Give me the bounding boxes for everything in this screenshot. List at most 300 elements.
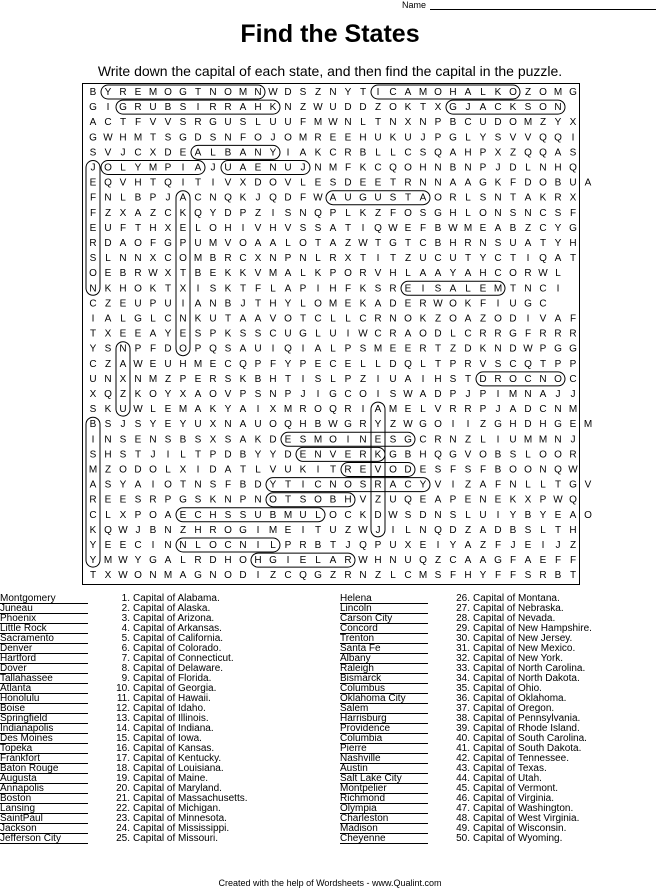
grid-letter: W [403,389,413,400]
answer-blank[interactable]: Concord [340,624,428,634]
grid-letter: C [344,389,352,400]
grid-letter: C [164,253,172,265]
grid-letter: Z [119,389,127,400]
grid-letter: O [344,479,352,491]
answer-blank[interactable]: Atlanta [0,684,88,694]
grid-letter: V [284,177,292,189]
grid-letter: U [389,494,397,506]
grid-letter: F [509,177,517,189]
grid-letter: G [404,434,412,446]
grid-letter: A [239,313,247,325]
answer-blank[interactable]: Sacramento [0,634,88,644]
grid-letter: K [224,268,232,280]
grid-letter: O [314,404,322,416]
answer-blank[interactable]: Albany [340,654,428,664]
grid-letter: K [539,192,547,204]
clue-number: 45. [456,783,470,794]
grid-letter: L [315,555,321,567]
grid-letter: Q [419,555,427,567]
grid-letter: A [239,343,247,355]
grid-letter: M [208,238,218,249]
grid-letter: Y [224,404,232,416]
grid-letter: U [509,298,517,310]
grid-letter: R [329,253,337,265]
grid-letter: Q [569,162,577,174]
grid-letter: F [134,117,142,129]
grid-letter: Q [374,222,382,234]
grid-letter: S [419,147,427,159]
grid-letter: A [479,102,487,114]
grid-letter: L [315,253,321,265]
grid-letter: Y [479,253,487,265]
grid-letter: W [523,343,533,355]
grid-letter: B [554,177,562,189]
grid-letter: S [569,147,577,159]
answer-blank[interactable]: Frankfort [0,754,88,764]
grid-letter: O [164,479,172,491]
grid-letter: T [314,524,322,536]
grid-letter: G [569,222,577,234]
answer-blank[interactable]: Salt Lake City [340,774,428,784]
clue-text: Capital of Washington. [473,803,574,814]
grid-letter: D [254,177,262,189]
grid-letter: N [524,283,532,295]
grid-letter: N [479,238,487,249]
grid-letter: T [299,313,307,325]
grid-letter: V [284,222,292,234]
answer-blank[interactable]: Columbus [340,684,428,694]
grid-letter: E [419,494,427,506]
grid-letter: L [480,87,486,98]
name-label: Name [402,0,427,10]
grid-letter: A [584,177,592,189]
grid-letter: M [328,162,338,174]
clue-number: 50. [456,833,470,844]
grid-letter: U [134,298,142,310]
clue-text: Capital of Alaska. [133,603,211,614]
grid-letter: O [539,87,547,98]
answer-blank[interactable]: Lansing [0,804,88,814]
grid-letter: K [104,404,112,416]
name-field[interactable] [402,0,656,10]
grid-letter: O [389,464,397,476]
grid-letter: J [555,540,561,551]
grid-letter: N [524,207,532,219]
grid-letter: N [419,177,427,189]
grid-letter: J [570,389,576,400]
grid-letter: G [149,555,157,567]
grid-letter: R [209,102,217,114]
grid-letter: P [179,373,187,385]
grid-letter: P [344,373,352,385]
grid-letter: A [149,328,157,340]
grid-letter: G [449,449,457,461]
grid-letter: T [509,283,517,295]
grid-letter: I [211,177,215,189]
grid-letter: A [164,509,172,521]
grid-letter: U [569,177,577,189]
grid-letter: T [89,570,97,582]
answer-blank[interactable]: Carson City [340,614,428,624]
grid-letter: U [329,102,337,114]
grid-letter: N [104,192,112,204]
grid-letter: H [449,207,457,219]
grid-letter: Z [569,540,577,551]
grid-letter: O [254,132,262,144]
grid-letter: W [313,102,323,114]
answer-blank[interactable]: Boise [0,704,88,714]
grid-letter: I [451,419,455,431]
grid-letter: S [254,389,262,400]
grid-letter: O [479,449,487,461]
clue-number: 19. [116,773,130,784]
grid-letter: D [104,238,112,249]
grid-letter: T [224,313,232,325]
grid-letter: A [239,434,247,446]
grid-letter: D [524,404,532,416]
grid-letter: R [464,404,472,416]
grid-letter: T [539,238,547,249]
grid-letter: N [419,524,427,536]
grid-letter: R [299,540,307,551]
grid-letter: K [464,298,472,310]
grid-letter: D [509,313,517,325]
grid-letter: L [345,313,351,325]
answer-blank[interactable]: Charleston [340,814,428,824]
grid-letter: A [449,177,457,189]
grid-letter: F [569,555,577,567]
answer-blank[interactable]: Richmond [340,794,428,804]
grid-letter: F [479,298,487,310]
grid-letter: X [119,207,127,219]
answer-blank[interactable]: Indianapolis [0,724,88,734]
clue-number: 44. [456,773,470,784]
grid-letter: A [194,404,202,416]
grid-letter: T [434,358,442,370]
grid-letter: Y [554,117,562,129]
clue-text: Capital of Rhode Island. [473,723,580,734]
grid-letter: A [434,494,442,506]
grid-letter: V [269,313,277,325]
grid-letter: A [449,283,457,295]
grid-letter: D [194,132,202,144]
answer-blank[interactable]: Nashville [340,754,428,764]
grid-letter: E [134,87,142,98]
grid-letter: B [329,494,337,506]
grid-letter: N [269,162,277,174]
grid-letter: A [464,177,472,189]
grid-letter: O [314,298,322,310]
clue-text: Capital of Idaho. [133,703,206,714]
answer-blank[interactable]: Jackson [0,824,88,834]
answer-blank[interactable]: Phoenix [0,614,88,624]
grid-letter: W [403,419,413,431]
grid-letter: I [496,389,500,400]
grid-letter: N [179,540,187,551]
grid-letter: A [464,555,472,567]
answer-blank[interactable]: Montgomery [0,594,88,604]
answer-blank[interactable]: Pierre [340,744,428,754]
grid-letter: L [315,509,321,521]
grid-letter: L [120,313,126,325]
grid-letter: A [554,147,562,159]
answer-blank[interactable]: Cheyenne [340,834,428,844]
clue-number: 36. [456,693,470,704]
grid-letter: R [359,419,367,431]
page-title: Find the States [240,20,420,48]
grid-letter: V [224,177,232,189]
grid-letter: G [359,192,367,204]
grid-letter: K [359,162,367,174]
answer-blank[interactable]: Dover [0,664,88,674]
grid-letter: L [330,343,336,355]
answer-blank[interactable]: Helena [340,594,428,604]
grid-letter: U [149,102,157,114]
grid-letter: C [134,540,142,551]
grid-letter: W [358,238,368,249]
grid-letter: L [375,358,381,370]
answer-blank[interactable]: Baton Rouge [0,764,88,774]
grid-letter: E [284,434,292,446]
clue-text: Capital of Massachusetts. [133,793,248,804]
answer-blank[interactable]: SaintPaul [0,814,88,824]
grid-letter: P [434,117,442,129]
answer-blank[interactable]: Augusta [0,774,88,784]
grid-letter: Z [509,147,517,159]
clue-number: 46. [456,793,470,804]
grid-letter: A [329,222,337,234]
grid-letter: K [224,283,232,295]
grid-letter: G [269,555,277,567]
grid-letter: I [301,524,305,536]
grid-letter: R [374,479,382,491]
grid-letter: C [164,313,172,325]
answer-blank[interactable]: Raleigh [340,664,428,674]
grid-letter: F [509,570,517,582]
grid-letter: U [389,540,397,551]
answer-blank[interactable]: Providence [340,724,428,734]
grid-letter: Y [374,419,382,431]
grid-letter: H [299,419,307,431]
answer-blank[interactable]: Trenton [340,634,428,644]
grid-letter: C [464,328,472,340]
grid-letter: L [540,524,546,536]
grid-letter: H [329,283,337,295]
grid-letter: V [374,268,382,280]
answer-blank[interactable]: Hartford [0,654,88,664]
grid-letter: Z [104,358,112,370]
grid-letter: G [119,102,127,114]
grid-letter: A [404,87,412,98]
answer-blank[interactable]: Salem [340,704,428,714]
grid-letter: R [359,449,367,461]
grid-letter: S [134,419,142,431]
grid-letter: M [523,117,533,129]
grid-letter: E [344,298,352,310]
grid-letter: E [569,419,577,431]
grid-letter: M [328,298,338,310]
answer-blank[interactable]: Juneau [0,604,88,614]
grid-letter: T [404,192,412,204]
grid-letter: H [374,555,382,567]
grid-letter: Y [554,222,562,234]
grid-letter: A [509,404,517,416]
grid-letter: I [466,419,470,431]
grid-letter: O [224,524,232,536]
grid-letter: H [224,555,232,567]
grid-letter: L [390,570,396,582]
grid-letter: R [224,102,232,114]
grid-letter: H [359,132,367,144]
grid-letter: X [164,222,172,234]
clue-text: Capital of Illinois. [133,713,209,724]
answer-blank[interactable]: Annapolis [0,784,88,794]
grid-letter: C [539,207,547,219]
answer-blank[interactable]: Honolulu [0,694,88,704]
grid-letter: G [194,570,202,582]
grid-letter: D [524,419,532,431]
grid-letter: L [255,464,261,476]
grid-letter: F [344,162,352,174]
grid-letter: R [89,494,97,506]
grid-letter: M [313,434,323,446]
grid-letter: A [119,238,127,249]
answer-blank[interactable]: Madison [340,824,428,834]
answer-blank[interactable]: Des Moines [0,734,88,744]
grid-letter: L [555,268,561,280]
grid-letter: V [164,117,172,129]
grid-letter: F [449,464,457,476]
answer-blank[interactable]: Oklahoma City [340,694,428,704]
name-blank-line [430,0,656,10]
grid-letter: L [330,373,336,385]
answer-oval [191,145,280,159]
grid-letter: Z [299,102,307,114]
answer-blank[interactable]: Tallahassee [0,674,88,684]
grid-letter: H [179,358,187,370]
grid-letter: H [554,162,562,174]
grid-letter: I [91,434,95,446]
answer-blank[interactable]: Montpelier [340,784,428,794]
grid-letter: B [89,419,97,431]
answer-blank[interactable]: Olympia [340,804,428,814]
grid-letter: S [224,373,232,385]
grid-letter: C [329,147,337,159]
grid-letter: H [419,162,427,174]
grid-letter: E [494,494,502,506]
answer-blank[interactable]: Denver [0,644,88,654]
grid-letter: X [104,570,112,582]
answer-blank[interactable]: Little Rock [0,624,88,634]
grid-letter: Y [164,328,172,340]
clue-text: Capital of Nebraska. [473,603,564,614]
grid-letter: Z [359,373,367,385]
grid-letter: Y [104,87,112,98]
grid-letter: B [494,449,502,461]
answer-blank[interactable]: Lincoln [340,604,428,614]
grid-letter: H [569,524,577,536]
answer-blank[interactable]: Santa Fe [340,644,428,654]
grid-letter: S [494,358,502,370]
grid-letter: P [179,238,187,249]
grid-letter: W [433,298,443,310]
grid-letter: U [254,343,262,355]
answer-blank[interactable]: Boston [0,794,88,804]
grid-letter: E [119,298,127,310]
grid-letter: D [404,464,412,476]
grid-letter: T [134,449,142,461]
grid-letter: L [165,464,171,476]
answer-blank[interactable]: Jefferson City [0,834,88,844]
grid-letter: A [419,268,427,280]
grid-letter: Y [449,540,457,551]
answer-blank[interactable]: Columbia [340,734,428,744]
clue-number: 1. [121,593,130,604]
grid-letter: T [89,328,97,340]
grid-letter: A [404,373,412,385]
grid-letter: S [554,207,562,219]
clue-text: Capital of Kansas. [133,743,215,754]
clue-number: 11. [116,693,130,704]
grid-letter: E [344,358,352,370]
grid-letter: Y [284,298,292,310]
answer-blank[interactable]: Bismarck [340,674,428,684]
grid-letter: M [283,509,293,521]
grid-letter: O [479,207,487,219]
answer-blank[interactable]: Austin [340,764,428,774]
grid-letter: N [509,479,517,491]
grid-letter: I [286,147,290,159]
grid-letter: I [316,389,320,400]
clue-text: Capital of Indiana. [133,723,214,734]
grid-letter: J [165,192,171,204]
grid-letter: E [164,419,172,431]
grid-letter: S [164,132,172,144]
answer-blank[interactable]: Springfield [0,714,88,724]
grid-letter: K [359,298,367,310]
grid-letter: C [539,222,547,234]
grid-letter: V [524,132,532,144]
grid-letter: M [418,87,428,98]
grid-letter: L [420,404,426,416]
grid-letter: K [494,177,502,189]
grid-letter: P [164,494,172,506]
grid-letter: L [270,283,276,295]
grid-letter: H [269,373,277,385]
grid-letter: Z [374,102,382,114]
grid-letter: Z [404,253,412,265]
grid-letter: U [164,358,172,370]
grid-letter: S [89,147,97,159]
grid-letter: P [134,343,142,355]
grid-letter: T [464,253,472,265]
grid-letter: X [164,268,172,280]
grid-letter: O [389,102,397,114]
clue-text: Capital of Connecticut. [133,653,234,664]
answer-blank[interactable]: Harrisburg [340,714,428,724]
grid-letter: K [269,102,277,114]
grid-letter: Q [404,358,412,370]
grid-letter: S [239,509,247,521]
grid-letter: U [449,253,457,265]
grid-letter: I [526,313,530,325]
grid-letter: I [376,373,380,385]
grid-letter: Z [104,464,112,476]
answer-blank[interactable]: Topeka [0,744,88,754]
grid-letter: O [209,540,217,551]
grid-letter: O [509,87,517,98]
grid-letter: N [119,343,127,355]
